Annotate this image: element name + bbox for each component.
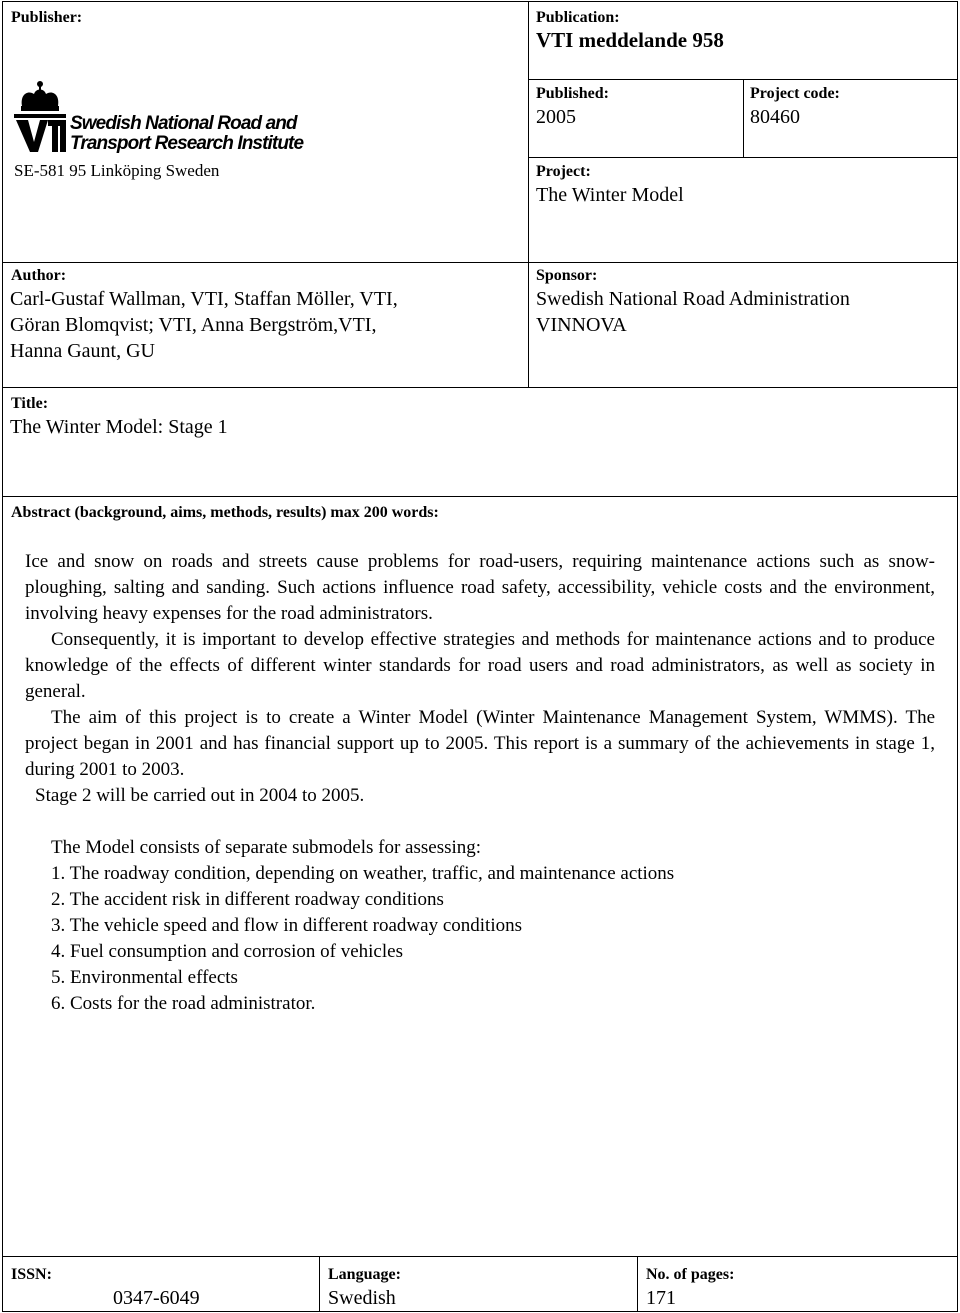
list-item: 2. The accident risk in different roadway conditions [51, 889, 444, 910]
sponsor-line: Swedish National Road Administration [536, 288, 850, 310]
divider [2, 1256, 958, 1257]
divider [2, 262, 958, 263]
author-label: Author: [11, 267, 67, 284]
divider [528, 1, 529, 263]
publication-value: VTI meddelande 958 [536, 28, 724, 52]
abstract-body [25, 549, 935, 1017]
project-code-label: Project code: [750, 85, 840, 102]
issn-label: ISSN: [11, 1266, 52, 1283]
vti-logo [12, 80, 312, 158]
pages-label: No. of pages: [646, 1266, 735, 1283]
issn-value: 0347-6049 [113, 1287, 200, 1309]
list-item: 3. The vehicle speed and flow in different roadway conditions [51, 915, 522, 936]
publication-label: Publication: [536, 9, 620, 26]
language-value: Swedish [328, 1287, 396, 1309]
divider [2, 496, 958, 497]
publisher-address: SE-581 95 Linköping Sweden [14, 161, 220, 180]
author-line: Hanna Gaunt, GU [10, 340, 155, 362]
publisher-label: Publisher: [11, 9, 83, 26]
title-value: The Winter Model: Stage 1 [10, 416, 228, 438]
logo-text-line2: Transport Research Institute [70, 133, 304, 154]
divider [319, 1256, 320, 1312]
abstract-paragraph: Ice and snow on roads and streets cause problems for road-users, requiring maintenance actions such as snow-ploughing, salting and sanding. Such actions influence road safety, accessibility, vehicle costs and the environment, involving heavy expenses for the road administrators. [25, 551, 935, 624]
author-line: Carl-Gustaf Wallman, VTI, Staffan Möller, VTI, [10, 288, 398, 310]
author-line: Göran Blomqvist; VTI, Anna Bergström,VTI, [10, 314, 377, 336]
list-item: 6. Costs for the road administrator. [51, 993, 316, 1014]
divider [528, 262, 529, 388]
divider [637, 1256, 638, 1312]
list-intro: The Model consists of separate submodels for assessing: [51, 837, 482, 858]
project-value: The Winter Model [536, 184, 684, 206]
logo-text-line1: Swedish National Road and [70, 113, 297, 134]
sponsor-label: Sponsor: [536, 267, 598, 284]
abstract-paragraph: Stage 2 will be carried out in 2004 to 2005. [35, 785, 365, 806]
abstract-paragraph: The aim of this project is to create a Winter Model (Winter Maintenance Management System, WMMS). The project began in 2001 and has financial support up to 2005. This report is a summary of the achievements in stage 1, during 2001 to 2003. [25, 707, 935, 780]
spacer [25, 809, 935, 835]
list-item: 4. Fuel consumption and corrosion of vehicles [51, 941, 403, 962]
abstract-label: Abstract (background, aims, methods, results) max 200 words: [11, 504, 439, 521]
project-label: Project: [536, 163, 591, 180]
published-label: Published: [536, 85, 609, 102]
list-item: 1. The roadway condition, depending on weather, traffic, and maintenance actions [51, 863, 675, 884]
sponsor-line: VINNOVA [536, 314, 627, 336]
project-code-value: 80460 [750, 106, 800, 128]
divider [743, 79, 744, 158]
title-label: Title: [11, 395, 49, 412]
language-label: Language: [328, 1266, 401, 1283]
pages-value: 171 [646, 1287, 676, 1309]
list-item: 5. Environmental effects [51, 967, 238, 988]
published-value: 2005 [536, 106, 576, 128]
abstract-paragraph: Consequently, it is important to develop effective strategies and methods for maintenance actions and to produce knowledge of the effects of different winter standards for road users and road administrators, as well as society in general. [25, 629, 935, 702]
divider [2, 387, 958, 388]
